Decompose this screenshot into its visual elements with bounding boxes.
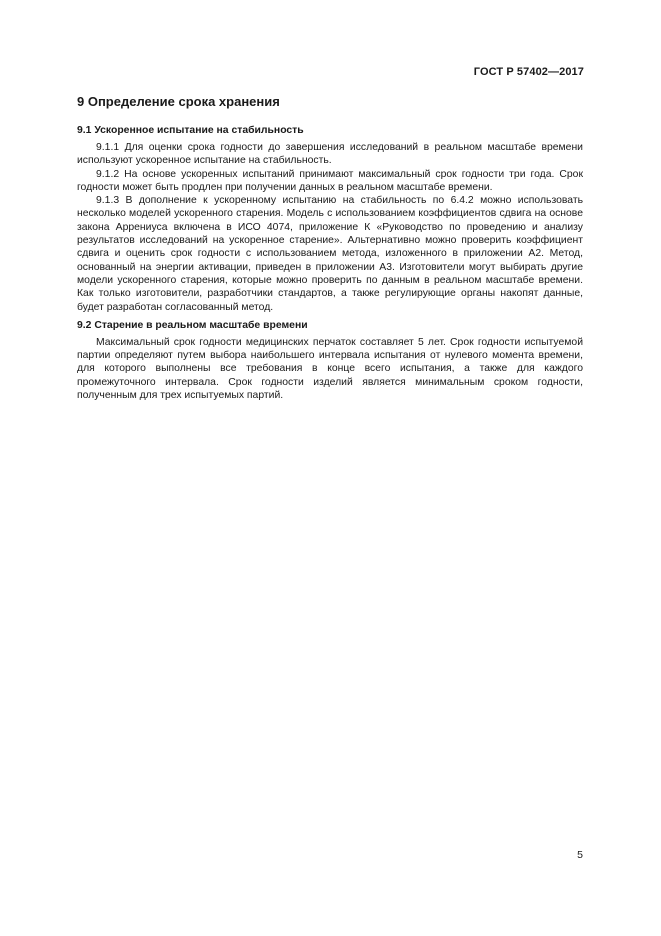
paragraph-9-1-1: 9.1.1 Для оценки срока годности до завершения исследований в реальном масштабе времени используют ускоренное испытание на стабильность. bbox=[77, 142, 583, 167]
subsection-title-9-1: 9.1 Ускоренное испытание на стабильность bbox=[77, 125, 304, 136]
paragraph-9-2: Максимальный срок годности медицинских перчаток составляет 5 лет. Срок годности испытуемой партии определяют путем выбора наибольшего интервала испытания от нулевого момента времени, для которого выполнены все требования в конце всего испытания, а также для каждого промежуточного интервала. Срок годности изделий является минимальным сроком годности, полученным для трех испытуемых партий. bbox=[77, 336, 583, 402]
document-header-standard-id: ГОСТ Р 57402—2017 bbox=[473, 66, 584, 78]
page-number: 5 bbox=[577, 849, 583, 861]
section-title: 9 Определение срока хранения bbox=[77, 94, 280, 109]
document-body bbox=[77, 94, 583, 402]
paragraph-9-1-3: 9.1.3 В дополнение к ускоренному испытанию на стабильность по 6.4.2 можно использовать несколько моделей ускоренного старения. Модель с использованием коэффициентов сдвига на основе закона Аррениуса включена в ИСО 4074, приложение К «Руководство по проведению и анализу результатов исследований на ускоренное старение». Альтернативно можно проверить коэффициент сдвига и оценить срок годности с использованием метода, изложенного в приложении А2. Метод, основанный на энергии активации, приведен в приложении А3. Изготовители могут выбирать другие модели ускоренного старения, которые можно проверить по данным в реальном масштабе времени. Как только изготовители, разработчики стандартов, а также регулирующие органы накопят данные, будет разработан согласованный метод. bbox=[77, 195, 583, 313]
paragraph-9-1-2: 9.1.2 На основе ускоренных испытаний принимают максимальный срок годности три года. Срок годности может быть продлен при получении данных в реальном масштабе времени. bbox=[77, 168, 583, 193]
subsection-title-9-2: 9.2 Старение в реальном масштабе времени bbox=[77, 319, 308, 331]
